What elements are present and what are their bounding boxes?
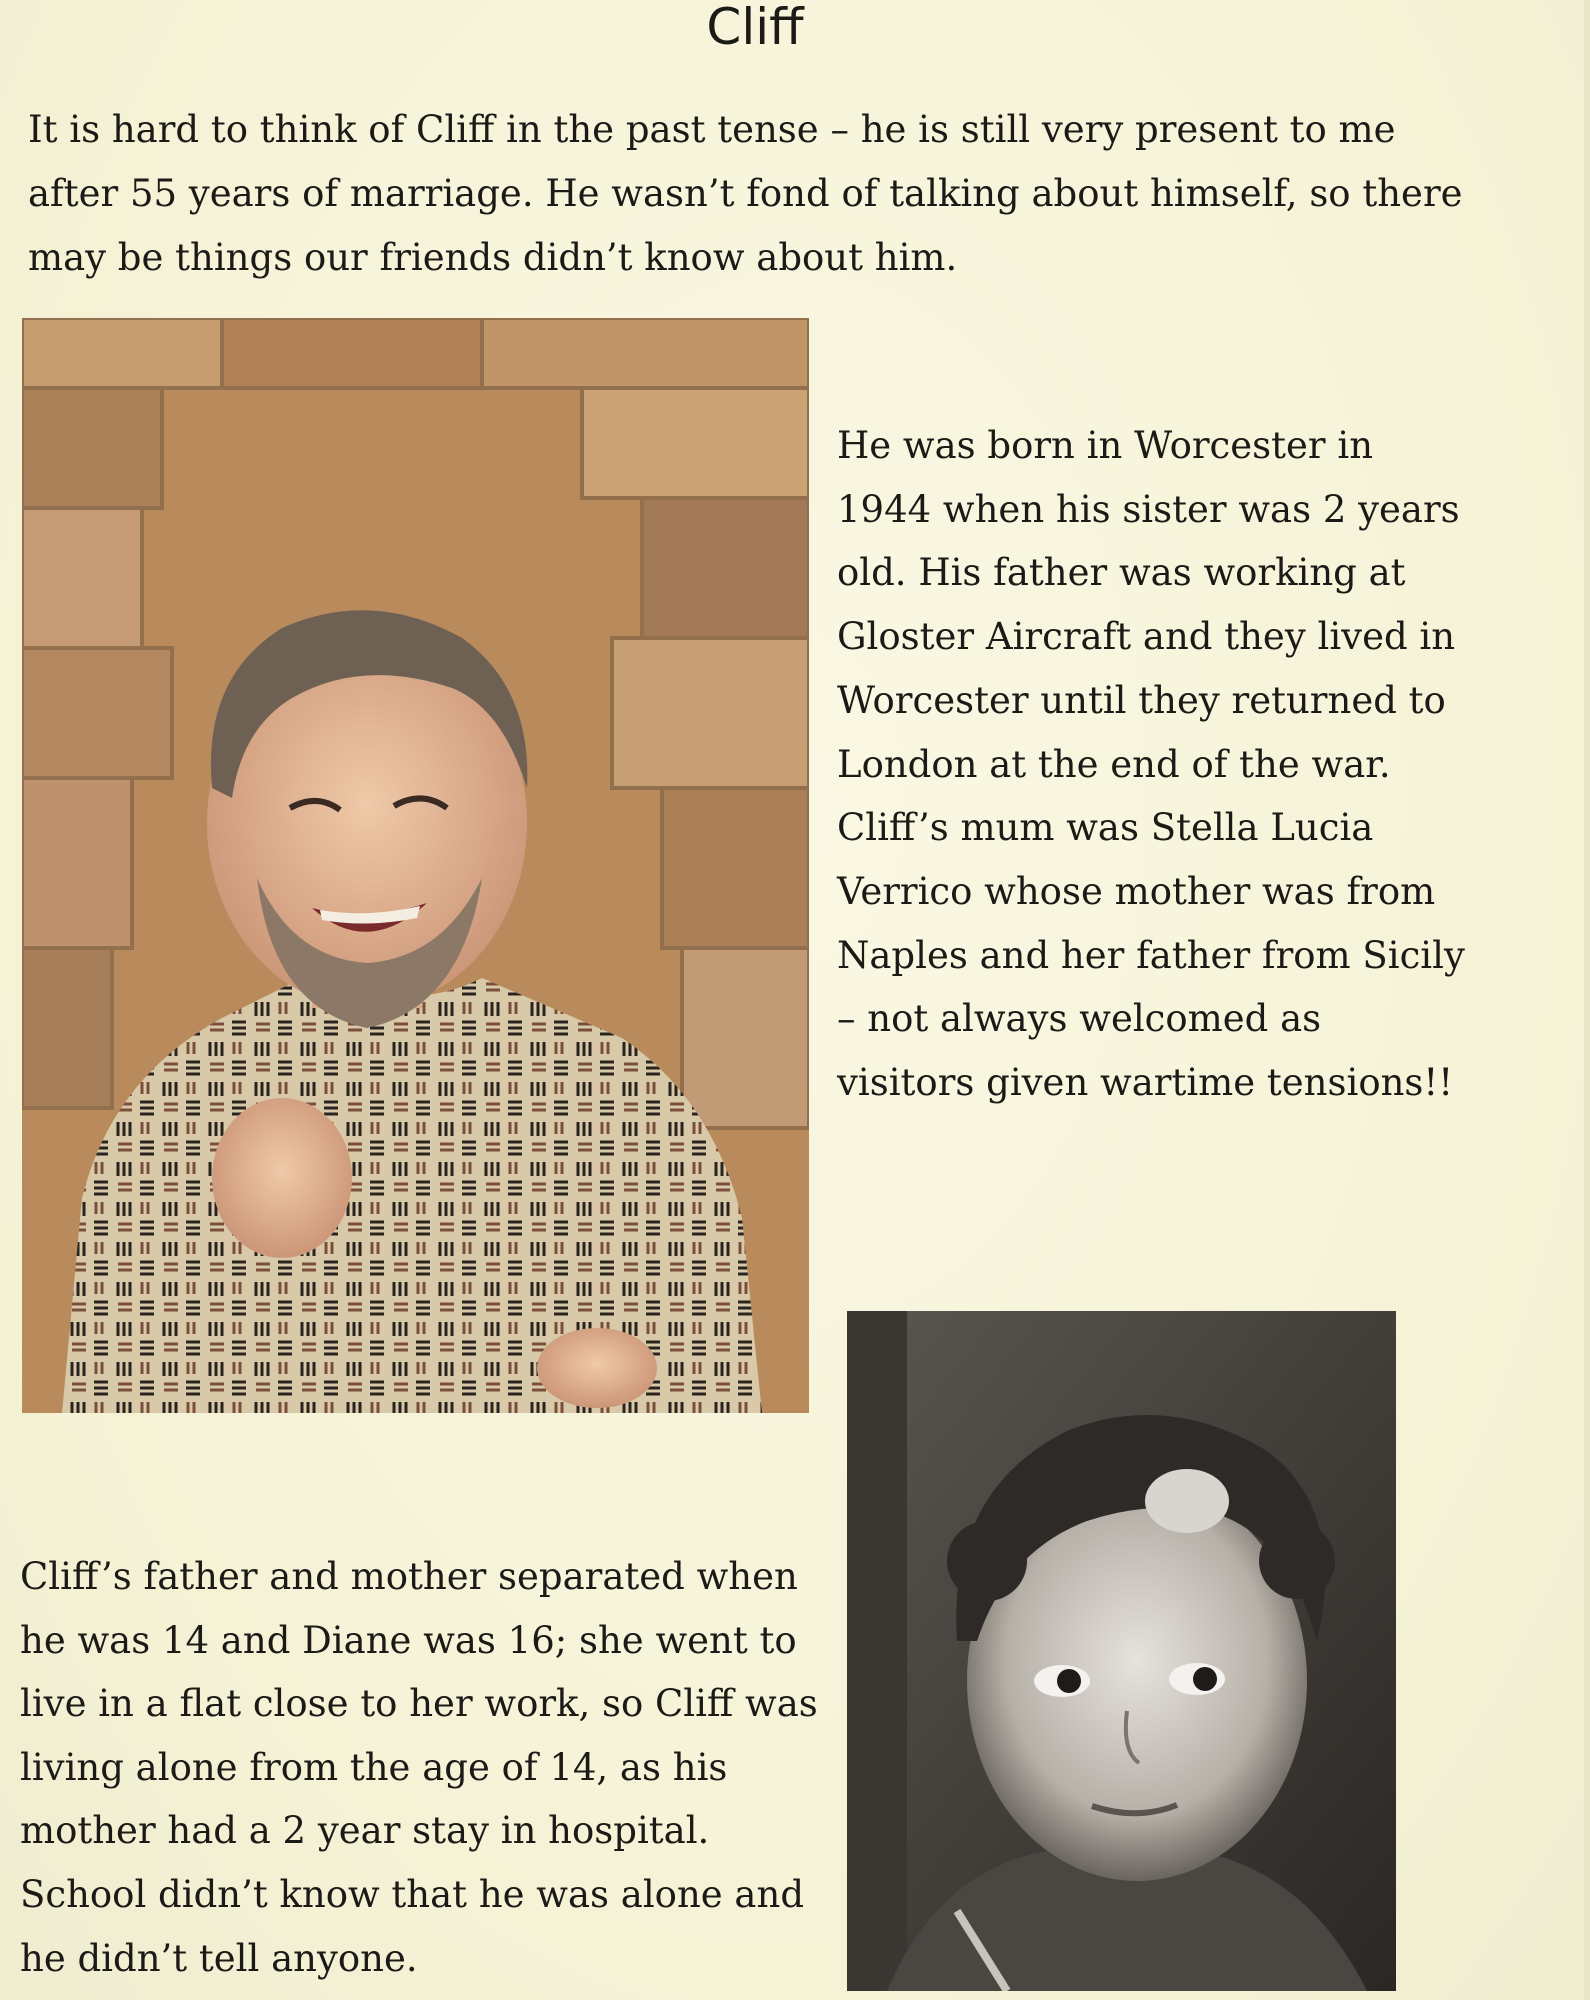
childhood-portrait-photo — [847, 1311, 1396, 1991]
page-title: Cliff — [706, 0, 804, 56]
birth-paragraph: He was born in Worcester in 1944 when his sister was 2 years old. His father was working at Gloster Aircraft and they lived in Worcester until they returned to London at the end of the war. Cliff’s mum was Stella Lucia Verrico whose mother was from Naples and her father from Sicily – not always welcomed as visitors given wartime tensions!! — [837, 424, 1465, 1105]
paper-edge — [1584, 0, 1590, 2000]
separation-paragraph: Cliff’s father and mother separated when he was 14 and Diane was 16; she went to live in a flat close to her work, so Cliff was living alone from the age of 14, as his mother had a 2 year stay in hospital. School didn’t know that he was alone and he didn’t tell anyone. — [20, 1555, 818, 1980]
adult-portrait-photo — [22, 318, 809, 1413]
intro-paragraph: It is hard to think of Cliff in the past tense – he is still very present to me after 55 years of marriage. He wasn’t fond of talking about himself, so there may be things our friends didn’t know about him. — [28, 108, 1463, 279]
